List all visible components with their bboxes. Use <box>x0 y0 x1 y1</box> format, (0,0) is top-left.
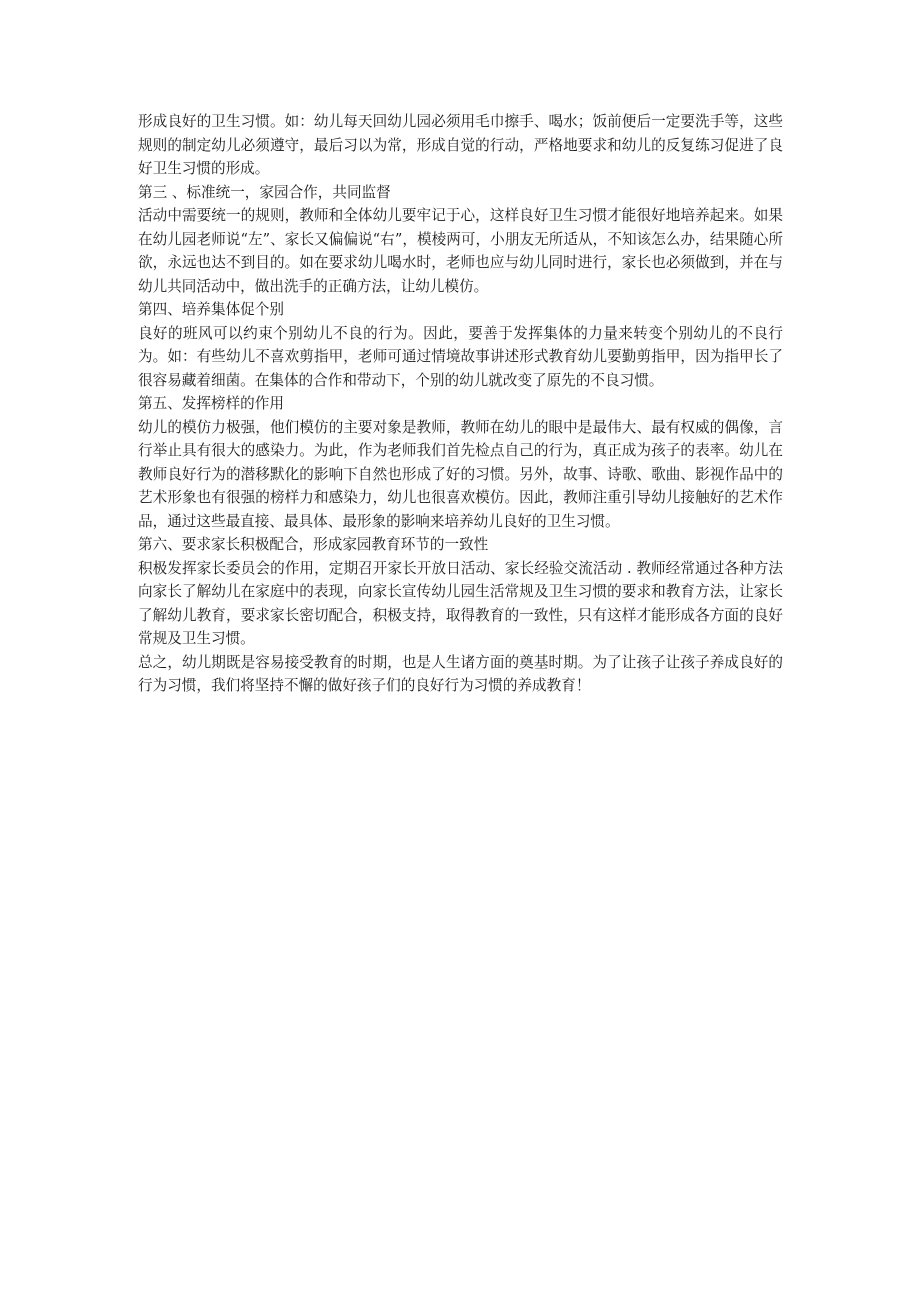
heading-fourth: 第四、培养集体促个别 <box>138 301 284 318</box>
paragraph-fourth: 良好的班风可以约束个别幼儿不良的行为。因此，要善于发挥集体的力量来转变个别幼儿的不良行为。如：有些幼儿不喜欢剪指甲，老师可通过情境故事讲述形式教育幼儿要勤剪指甲，因为指甲长了很容易藏着细菌。在集体的合作和带动下，个别的幼儿就改变了原先的不良习惯。 <box>138 324 783 389</box>
heading-sixth: 第六、要求家长积极配合，形成家园教育环节的一致性 <box>138 536 489 553</box>
document-body <box>138 110 783 698</box>
paragraph-intro: 形成良好的卫生习惯。如：幼儿每天回幼儿园必须用毛巾擦手、喝水；饭前便后一定要洗手等，这些规则的制定幼儿必须遵守，最后习以为常，形成自觉的行动，严格地要求和幼儿的反复练习促进了良好卫生习惯的形成。 <box>138 113 783 177</box>
heading-third: 第三 、标准统一，家园合作，共同监督 <box>138 183 391 201</box>
heading-fifth: 第五、发挥榜样的作用 <box>138 395 284 412</box>
paragraph-third: 活动中需要统一的规则，教师和全体幼儿要牢记于心，这样良好卫生习惯才能很好地培养起来。如果在幼儿园老师说“左”、家长又偏偏说“右”，模棱两可，小朋友无所适从，不知该怎么办，结果随心所欲，永远也达不到目的。如在要求幼儿喝水时，老师也应与幼儿同时进行，家长也必须做到，并在与幼儿共同活动中，做出洗手的正确方法，让幼儿模仿。 <box>138 207 783 295</box>
paragraph-conclusion: 总之，幼儿期既是容易接受教育的时期，也是人生诸方面的奠基时期。为了让孩子让孩子养成良好的行为习惯，我们将坚持不懈的做好孩子们的良好行为习惯的养成教育！ <box>138 653 783 694</box>
paragraph-sixth: 积极发挥家长委员会的作用，定期召开家长开放日活动、家长经验交流活动 . 教师经常通过各种方法向家长了解幼儿在家庭中的表现，向家长宣传幼儿园生活常规及卫生习惯的要求和教育方法，让家长了解幼儿教育，要求家长密切配合，积极支持，取得教育的一致性，只有这样才能形成各方面的良好常规及卫生习惯。 <box>138 559 783 647</box>
paragraph-fifth: 幼儿的模仿力极强，他们模仿的主要对象是教师，教师在幼儿的眼中是最伟大、最有权威的偶像，言行举止具有很大的感染力。为此，作为老师我们首先检点自己的行为，真正成为孩子的表率。幼儿在教师良好行为的潜移默化的影响下自然也形成了好的习惯。另外，故事、诗歌、歌曲、影视作品中的艺术形象也有很强的榜样力和感染力，幼儿也很喜欢模仿。因此，教师注重引导幼儿接触好的艺术作品，通过这些最直接、最具体、最形象的影响来培养幼儿良好的卫生习惯。 <box>138 418 783 530</box>
